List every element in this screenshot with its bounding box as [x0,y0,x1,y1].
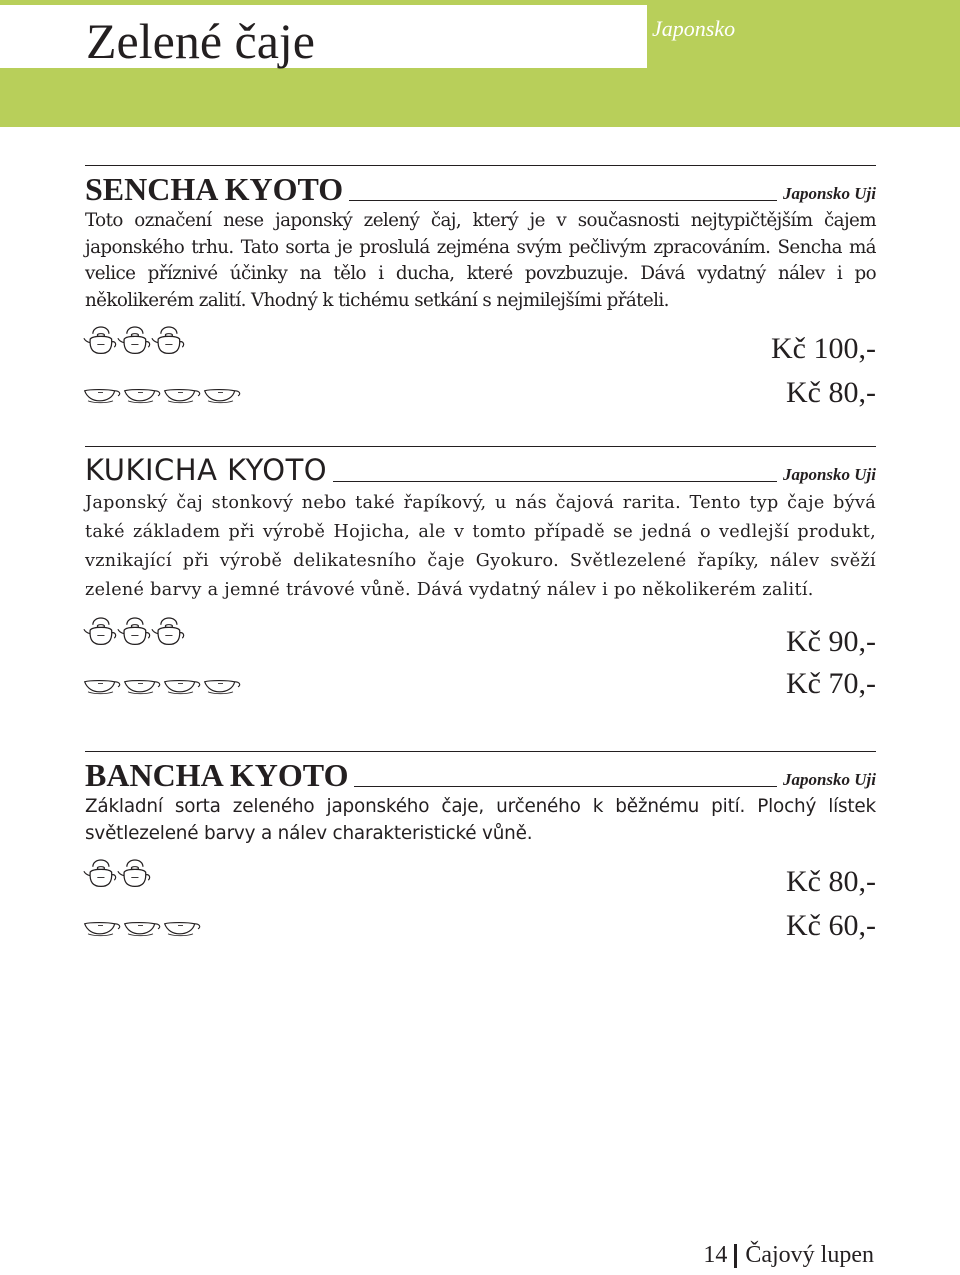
teapot-icon [117,320,151,360]
price-cup: Kč 70,- [786,667,876,700]
tea-cup-icon [163,673,203,699]
tea-description: Základní sorta zeleného japonského čaje, určeného k běžnému pití. Plochý lístek světlezelené barvy a nálev charakteristické vůně. [85,796,876,844]
tea-name: KUKICHA KYOTO [85,453,333,487]
publication-name: Čajový lupen [745,1242,874,1268]
tea-heading [85,166,876,206]
tea-description: Japonský čaj stonkový nebo také řapíkový, u nás čajová rarita. Tento typ čaje bývá také základem při výrobě Hojicha, ale v tomto případě se jedná o vedlejší produkt, vznikající při výrobě delikatesního čaje Gyokuro. Světlezelené řapíky, nálev svěží zelené barvy a jemné trávové vůně. Dává vydatný nálev i po několikerém zalití. [85,493,876,600]
page-footer [703,1242,874,1269]
price-teapot: Kč 90,- [786,625,876,658]
teapot-icon [117,611,151,651]
teapot-icon [83,611,117,651]
price-teapot: Kč 80,- [786,865,876,898]
tea-heading [85,752,876,792]
header-band [0,0,960,127]
price-cup: Kč 60,- [786,909,876,942]
tea-section-kukicha [85,446,876,729]
tea-origin: Japonsko Uji [777,184,876,204]
tea-name: BANCHA KYOTO [85,757,354,793]
tea-cup-icon [163,382,203,408]
teapot-icon [117,853,151,893]
cup-icons [83,382,243,408]
tea-section-bancha [85,751,876,971]
tea-name: SENCHA KYOTO [85,171,349,207]
teapot-icons [83,611,185,651]
teapot-icon [151,611,185,651]
page-title: Zelené čaje [86,13,315,69]
price-block [85,611,876,729]
tea-cup-icon [203,382,243,408]
tea-cup-icon [163,915,203,941]
page-number: 14 [703,1242,728,1268]
teapot-icons [83,853,151,893]
tea-origin: Japonsko Uji [777,465,876,485]
tea-section-sencha [85,165,876,438]
tea-heading [85,447,876,487]
teapot-icon [83,320,117,360]
teapot-icons [83,320,185,360]
price-cup: Kč 80,- [786,376,876,409]
tea-description: Toto označení nese japonský zelený čaj, který je v současnosti nejtypičtějším čajem japonského trhu. Tato sorta je proslulá zejména svým pečlivým zpracováním. Sencha má velice příznivé účinky na tělo i ducha, které povzbuzuje. Dává vydatný nálev i po několikerém zalití. Vhodný k tichému setkání s nejmilejšími přáteli. [85,210,876,311]
tea-cup-icon [83,382,123,408]
country-label: Japonsko [652,16,736,41]
tea-cup-icon [203,673,243,699]
teapot-icon [83,853,117,893]
footer-separator [734,1244,737,1268]
tea-cup-icon [123,673,163,699]
tea-origin: Japonsko Uji [777,770,876,790]
price-teapot: Kč 100,- [771,332,876,365]
tea-cup-icon [123,382,163,408]
cup-icons [83,915,203,941]
teapot-icon [151,320,185,360]
cup-icons [83,673,243,699]
tea-cup-icon [123,915,163,941]
tea-cup-icon [83,673,123,699]
title-box [0,5,647,68]
price-block [85,320,876,438]
tea-cup-icon [83,915,123,941]
price-block [85,853,876,971]
